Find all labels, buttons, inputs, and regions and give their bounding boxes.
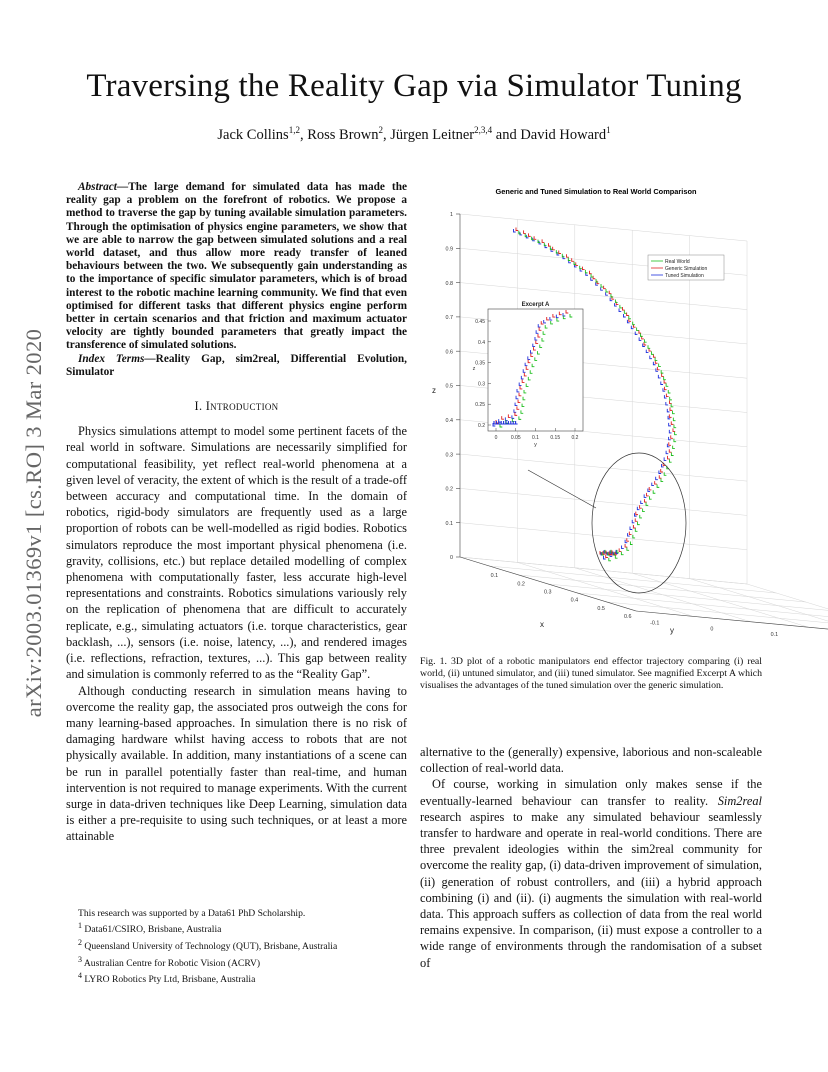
real-point — [640, 515, 642, 518]
generic-point — [671, 435, 673, 438]
inset-y-tick-label: 0.45 — [475, 319, 485, 325]
generic-point — [567, 254, 569, 257]
real-point — [550, 246, 552, 249]
y-tick-label: -0.1 — [650, 620, 660, 627]
real-point — [673, 411, 675, 414]
z-tick-label: 0.2 — [445, 486, 453, 493]
x-axis-label: x — [540, 620, 544, 629]
generic-point — [659, 475, 661, 478]
generic-point — [625, 544, 627, 547]
x-tick-label: 0.3 — [544, 589, 552, 596]
author-list: Jack Collins$^{1,2}$, Ross Brown$^2$, Jürgen Leitner$^{2,3,4}$ and David Howard$^1$ — [217, 125, 611, 143]
real-point — [652, 351, 654, 354]
generic-point — [669, 449, 671, 452]
generic-point — [636, 512, 638, 515]
real-point — [669, 459, 671, 462]
inset-y-tick-label: 0.4 — [478, 339, 485, 346]
real-point — [621, 552, 623, 555]
generic-point — [589, 271, 591, 274]
legend-label: Generic Simulation — [665, 265, 708, 272]
author-name: Jürgen Leitner — [390, 126, 475, 143]
inset-x-tick-label: 0.05 — [510, 435, 521, 441]
real-point — [668, 390, 670, 393]
real-point — [671, 453, 673, 456]
z-tick-label: 0.5 — [445, 383, 453, 390]
inset-x-tick-label: 0 — [494, 435, 498, 441]
generic-point — [627, 312, 629, 315]
abstract-text: The large demand for simulated data has made the reality gap a problem on the forefront of robotics. We propose a method to traverse the gap by tuning available simulation parameters. Through the optimisation of physics engine parameters, we show that we are able to narrow the gap between simulated solutions and a real world dataset, and thus allow more ready transfer of leaned behaviours between the two. We subsequently gain understanding as to the importance of specific simulator parameters, which is of broad interest to the robotic machine learning community. We find that even optimised for different tasks that different physics engine perform better in certain scenarios and that friction and maximum actuator velocity are tightly bounded parameters that greatly impact the transference of simulated solutions. — [66, 181, 407, 352]
generic-point — [669, 442, 671, 445]
tuned-point — [619, 309, 621, 312]
section-title: Introduction — [205, 399, 279, 414]
inset-x-label: y — [534, 442, 537, 448]
real-point — [674, 425, 676, 428]
generic-point — [655, 481, 657, 484]
z-tick-label: 0.3 — [445, 452, 453, 459]
generic-point — [542, 239, 544, 242]
z-tick-label: 0 — [450, 555, 453, 562]
emphasis-sim2real: Sim2real — [717, 793, 762, 808]
generic-point — [666, 394, 668, 397]
generic-point — [516, 228, 518, 231]
tuned-point — [601, 287, 603, 290]
tuned-point — [622, 546, 624, 549]
generic-point — [644, 499, 646, 502]
footnote-affiliation: $^4$ LYRO Robotics Pty Ltd, Brisbane, Australia — [78, 971, 256, 986]
author-name: Jack Collins — [217, 126, 289, 143]
paragraph-3: alternative to the (generally) expensive, laborious and non-scaleable collection of real-world data. — [420, 745, 762, 776]
inset-y-label: z — [472, 366, 476, 372]
real-point — [633, 535, 635, 538]
right-column — [420, 744, 762, 971]
generic-point — [534, 236, 536, 239]
generic-point — [548, 243, 550, 246]
z-tick-label: 0.6 — [445, 349, 453, 356]
z-gridline — [460, 488, 747, 515]
generic-point — [622, 307, 624, 310]
real-point — [657, 484, 659, 487]
index-terms-label: Index Terms— — [78, 352, 156, 365]
paper-title: Traversing the Reality Gap via Simulator Tuning — [86, 68, 742, 104]
legend-label: Tuned Simulation — [665, 272, 704, 279]
real-point — [627, 547, 629, 550]
real-point — [648, 345, 650, 348]
footnotes — [66, 908, 411, 987]
real-point — [620, 305, 622, 308]
x-tick-label: 0.4 — [570, 597, 579, 604]
real-point — [635, 528, 637, 531]
trajectory-3d-plot — [420, 183, 779, 645]
tuned-point — [644, 494, 646, 497]
section-number: I. — [194, 399, 206, 414]
generic-point — [634, 525, 636, 528]
real-point — [585, 270, 587, 273]
tuned-point — [669, 430, 671, 433]
real-point — [661, 370, 663, 373]
cluster-point — [617, 550, 619, 553]
figure-caption: Fig. 1. 3D plot of a robotic manipulators end effector trajectory comparing (i) real world, (ii) untuned simulator, and (iii) tuned simulator. See magnified Excerpt A which visualises the advantages of the tuned simulation over the generic simulation. — [420, 656, 762, 692]
generic-point — [609, 291, 611, 294]
arxiv-id-text: arXiv:2003.01369v1 [cs.RO] 3 Mar 2020 — [21, 328, 46, 718]
x-tick-label: 0.2 — [517, 581, 525, 588]
legend-label: Real World — [665, 258, 690, 265]
real-point — [609, 558, 611, 561]
paragraph-2: Although conducting research in simulation means having to overcome the reality gap, the associated pros outweigh the cons for many learning-based approaches. In simulation there is no risk of damaging hardware whilst having access to robots that are not physically available. In addition, many instantiations of a scene can be run in parallel potentially faster than real-time, and human intervention is not required to manage experiments. With the current surge in data-driven techniques like Deep Learning, simulation data is either a pre-requisite to using such techniques, or at least a more attainable — [66, 683, 407, 844]
x-tick-label: 0.1 — [490, 573, 499, 580]
generic-point — [639, 330, 641, 333]
tuned-point — [666, 402, 668, 405]
x-tick-label: 0.6 — [624, 614, 632, 621]
generic-point — [671, 421, 673, 424]
inset-x-tick-label: 0.15 — [550, 435, 561, 441]
generic-point — [669, 414, 671, 417]
z-tick-label: 0.4 — [445, 418, 453, 424]
real-point — [646, 502, 648, 505]
chart-title: Generic and Tuned Simulation to Real World Comparison — [495, 187, 697, 196]
z-gridline — [460, 214, 747, 241]
real-point — [666, 383, 668, 386]
real-point — [544, 243, 546, 246]
y-axis-line — [636, 611, 828, 637]
generic-point — [629, 532, 631, 535]
author-affiliation-mark: 1,2 — [288, 125, 300, 135]
generic-point — [653, 354, 655, 357]
z-tick-label: 1 — [450, 212, 453, 219]
author-name: Ross Brown — [307, 126, 379, 143]
generic-point — [669, 400, 671, 403]
generic-point — [668, 456, 670, 459]
tuned-point — [652, 483, 654, 486]
z-tick-label: 0.9 — [445, 246, 453, 253]
inset-x-tick-label: 0.2 — [571, 435, 579, 441]
real-point — [638, 522, 640, 525]
real-point — [664, 377, 666, 380]
inset-x-tick-label: 0.1 — [532, 435, 539, 441]
paragraph-4: Of course, working in simulation only makes sense if the eventually-learned behaviour can transfer to reality. Sim2real research aspires to make any simulated behaviour seamlessly transfer to hardware and operate in real-world conditions. There are three prevalent ideologies within the sim2real community for overcome the reality gap, (i) data-driven improvement of simulation, (ii) generation of robust controllers, and (iii) a hybrid approach combining (i) and (ii). (i) augments the simulation with real-world data. This approach suffers as collection of data from the real world remains expensive. In comparison, (ii) must expose a controller to a wide range of environments through the randomisation of a subset of — [420, 777, 762, 970]
y-axis-label: y — [670, 626, 674, 635]
real-point — [661, 479, 663, 482]
generic-point — [670, 407, 672, 410]
generic-point — [524, 230, 526, 233]
tuned-point — [606, 292, 608, 295]
inset-title: Excerpt A — [521, 302, 550, 308]
generic-point — [664, 387, 666, 390]
real-point — [673, 446, 675, 449]
tuned-point — [630, 526, 632, 529]
real-point — [644, 339, 646, 342]
z-tick-label: 0.8 — [445, 280, 453, 287]
real-point — [629, 316, 631, 319]
tuned-point — [658, 375, 660, 378]
tuned-point — [623, 314, 625, 317]
author-affiliation-mark: 1 — [606, 125, 611, 135]
y-tick-label: 0 — [710, 626, 714, 633]
inset-y-tick-label: 0.3 — [478, 381, 485, 388]
floor-gridline — [747, 584, 828, 638]
footnote-affiliation: $^1$ Data61/CSIRO, Brisbane, Australia — [78, 921, 222, 936]
generic-point — [604, 286, 606, 289]
inset-frame — [488, 309, 583, 431]
generic-point — [582, 267, 584, 270]
real-point — [675, 432, 677, 435]
tuned-point — [667, 409, 669, 412]
generic-point — [673, 428, 675, 431]
tuned-point — [639, 337, 641, 340]
tuned-point — [656, 477, 658, 480]
arxiv-identifier — [14, 288, 54, 758]
generic-point — [635, 518, 637, 521]
tuned-point — [666, 451, 668, 454]
inset-y-tick-label: 0.35 — [475, 360, 485, 367]
tuned-point — [632, 520, 634, 523]
author-name: David Howard — [520, 126, 607, 143]
real-point — [606, 289, 608, 292]
index-terms-text: Reality Gap, sim2real, Differential Evolution, Simulator — [66, 352, 407, 378]
z-axis-label: z — [432, 386, 436, 395]
footnote-affiliation: $^2$ Queensland University of Technology (QUT), Brisbane, Australia — [78, 938, 338, 953]
generic-point — [662, 373, 664, 376]
generic-point — [593, 276, 595, 279]
z-tick-label: 0.1 — [445, 520, 453, 527]
tuned-point — [664, 457, 666, 460]
real-point — [664, 472, 666, 475]
abstract — [66, 181, 407, 353]
author-affiliation-mark: 2,3,4 — [474, 125, 493, 135]
z-gridline — [460, 523, 747, 550]
inset-y-tick-label: 0.2 — [478, 423, 485, 429]
x-tick-label: 0.5 — [597, 605, 605, 612]
figure-1 — [420, 183, 779, 645]
abstract-label: Abstract— — [78, 181, 129, 193]
index-terms — [66, 353, 407, 379]
real-point — [653, 490, 655, 493]
generic-point — [647, 493, 649, 496]
tuned-point — [514, 229, 516, 232]
real-point — [580, 266, 582, 269]
tuned-point — [635, 332, 637, 335]
generic-point — [619, 548, 621, 551]
tuned-point — [641, 501, 643, 504]
generic-point — [649, 487, 651, 490]
section-heading — [66, 398, 407, 414]
real-point — [659, 364, 661, 367]
real-point — [637, 328, 639, 331]
tuned-point — [646, 350, 648, 353]
y-tick-label: 0.1 — [770, 632, 779, 639]
real-point — [673, 418, 675, 421]
generic-point — [664, 380, 666, 383]
inset-y-tick-label: 0.25 — [475, 402, 485, 409]
real-point — [655, 357, 657, 360]
real-point — [601, 284, 603, 287]
real-point — [556, 250, 558, 253]
floor-gridline — [548, 584, 828, 611]
real-point — [670, 397, 672, 400]
real-point — [643, 509, 645, 512]
footnote-support: This research was supported by a Data61 PhD Scholarship. — [78, 908, 306, 919]
author-affiliation-mark: 2 — [378, 125, 383, 135]
tuned-point — [669, 423, 671, 426]
generic-point — [657, 367, 659, 370]
generic-point — [559, 250, 561, 253]
tuned-point — [650, 356, 652, 359]
z-tick-label: 0.7 — [445, 315, 453, 322]
footnote-affiliation: $^3$ Australian Centre for Robotic Vision (ACRV) — [78, 954, 261, 969]
left-column — [66, 181, 407, 845]
real-point — [649, 496, 651, 499]
tuned-point — [591, 277, 593, 280]
generic-point — [553, 247, 555, 250]
generic-point — [661, 469, 663, 472]
generic-point — [528, 233, 530, 236]
zoom-connector — [528, 470, 596, 508]
real-point — [568, 257, 570, 260]
paragraph-1: Physics simulations attempt to model some pertinent facets of the real world in software. Simulations are necessarily simplified for computational feasibility, yet reflect real-world phenomena at a given level of veracity, the extent of which is the result of a trade-off between accuracy and computational time. In the domain of robotics, rigid-body simulators are frequently used as a large proportion of robots can be well-modelled as rigid bodies. Robotics simulators reproduce the most important physical phenomena (i.e. gravity, collisions, etc.) but replace detailed modelling of complex phenomena with computationally faster, less accurate high-level representations and constraints. Robotics simulations variously rely on the replication of phenomena that are difficult to accurately replicate, e.g., simulating actuators (i.e. torque characteristics, gear backlash, ...), sensors (i.e. noise, latency, ...), and rendered images (i.e. reflections, refraction, textures, ...). This gap between reality and simulation is commonly referred to as the “Reality Gap”. — [66, 424, 407, 682]
real-point — [633, 322, 635, 325]
floor-gridline — [577, 593, 828, 620]
tuned-point — [661, 382, 663, 385]
